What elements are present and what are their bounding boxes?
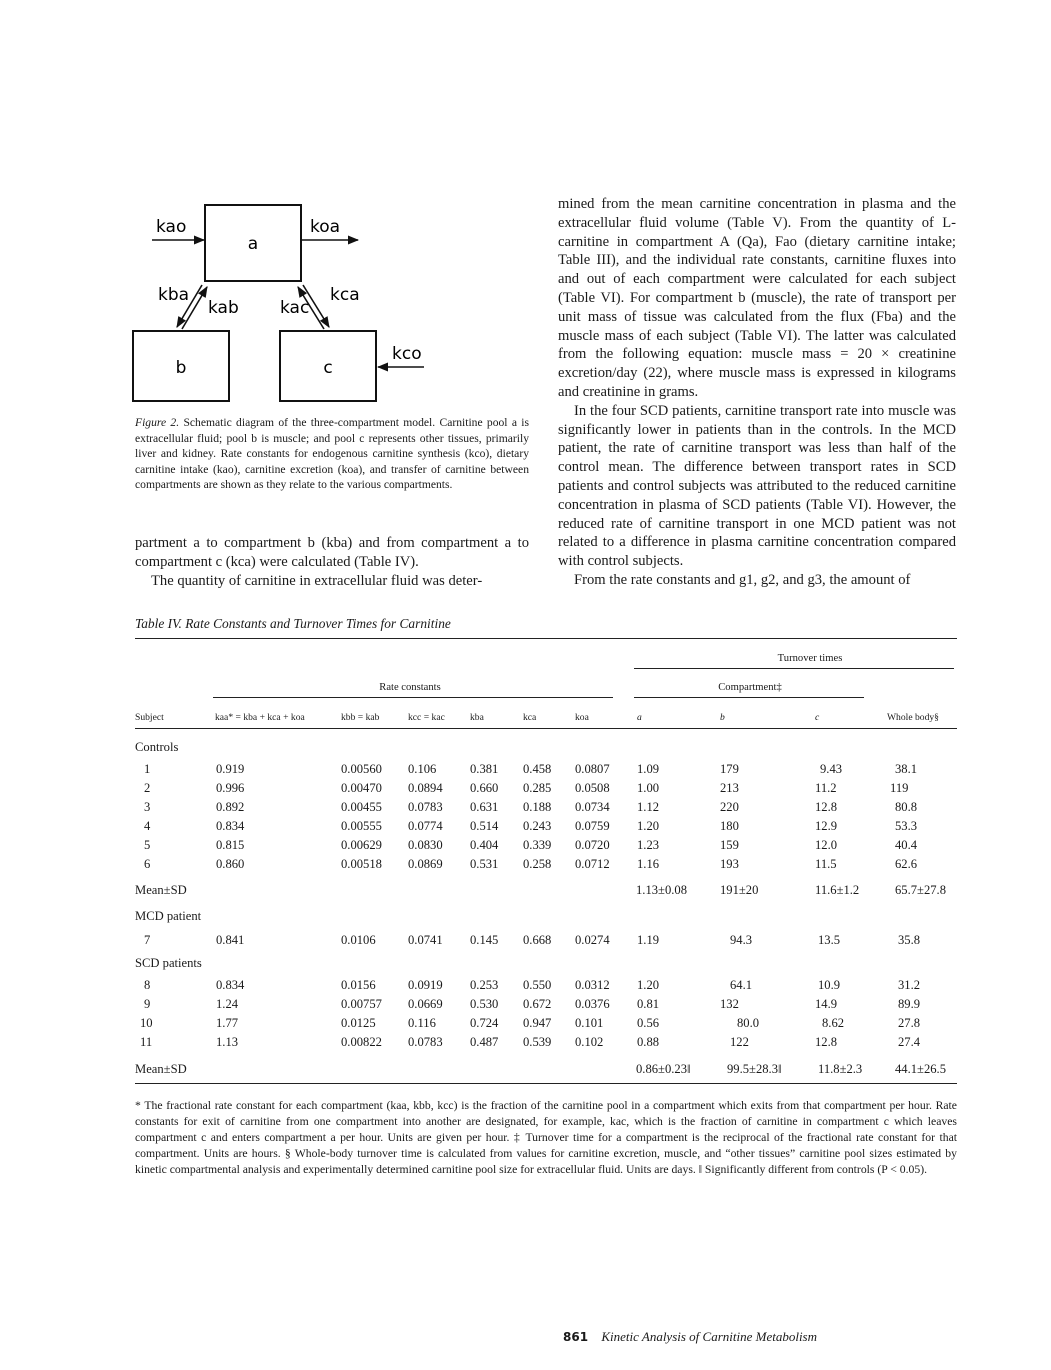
- cell-turnover-c: 8.62: [822, 1016, 845, 1030]
- cell-whole-body: 27.4: [898, 1035, 921, 1049]
- cell-kca: 0.258: [523, 857, 552, 871]
- cell-kca: 0.539: [523, 1035, 552, 1049]
- cell-subject: 2: [144, 781, 151, 795]
- cell-kcc: 0.0919: [408, 978, 443, 992]
- cell-kcc: 0.0783: [408, 1035, 443, 1049]
- cell-kaa: 0.841: [216, 933, 245, 947]
- cell-kcc: 0.0869: [408, 857, 443, 871]
- header-turnover-times: Turnover times: [777, 653, 843, 664]
- left-paragraph-1: partment a to compartment b (kba) and from compartment a to compartment c (kca) were calculated (Table IV).: [135, 535, 529, 570]
- cell-whole-body: 80.8: [895, 800, 918, 814]
- cell-turnover-a: 1.19: [637, 933, 660, 947]
- cell-koa: 0.101: [575, 1016, 604, 1030]
- page-number: 861: [563, 1330, 589, 1344]
- cell-whole-body: 40.4: [895, 838, 918, 852]
- box-a-label: a: [247, 234, 259, 254]
- cell-turnover-b: 159: [720, 838, 739, 852]
- label-kao: kao: [156, 217, 187, 237]
- cell-koa: 0.0807: [575, 762, 610, 776]
- cell-kaa: 0.860: [216, 857, 245, 871]
- col-header-kaa: kaa* = kba + kca + koa: [215, 712, 305, 723]
- cell-kbb: 0.0156: [341, 978, 376, 992]
- cell-kcc: 0.116: [408, 1016, 436, 1030]
- col-header-kba: kba: [470, 712, 484, 723]
- cell-turnover-c: 12.9: [815, 819, 838, 833]
- cell-koa: 0.0376: [575, 997, 610, 1011]
- cell-subject: 1: [144, 762, 151, 776]
- label-kba: kba: [158, 285, 190, 305]
- cell-mean-label: Mean±SD: [135, 883, 187, 897]
- cell-kba: 0.487: [470, 1035, 499, 1049]
- cell-kaa: 0.815: [216, 838, 245, 852]
- cell-subject: 10: [140, 1016, 153, 1030]
- cell-subject: 4: [144, 819, 151, 833]
- cell-turnover-b: 179: [720, 762, 739, 776]
- cell-kca: 0.188: [523, 800, 552, 814]
- right-paragraph-2: In the four SCD patients, carnitine transport rate into muscle was significantly lower in patients than in the controls. In the MCD patient, the rate of carnitine transport was less than half of the control mean. The difference between transport rates in SCD patients and control subjects was attributed to the reduced carnitine concentration in plasma of SCD patients (Table VI). However, the reduced rate of carnitine transport in one MCD patient was not related to a difference in plasma carnitine concentration compared with control subjects.: [558, 402, 956, 570]
- cell-turnover-b: 64.1: [730, 978, 753, 992]
- cell-mean-whole-body: 44.1±26.5: [895, 1062, 946, 1076]
- cell-koa: 0.0759: [575, 819, 610, 833]
- cell-turnover-c: 12.0: [815, 838, 838, 852]
- cell-kaa: 1.24: [216, 997, 239, 1011]
- cell-kba: 0.381: [470, 762, 499, 776]
- cell-kcc: 0.0830: [408, 838, 443, 852]
- cell-kba: 0.724: [470, 1016, 499, 1030]
- cell-turnover-a: 1.12: [637, 800, 660, 814]
- cell-kca: 0.668: [523, 933, 552, 947]
- header-compartment: Compartment‡: [718, 682, 782, 693]
- cell-whole-body: 38.1: [895, 762, 918, 776]
- cell-turnover-c: 9.43: [820, 762, 843, 776]
- cell-whole-body: 35.8: [898, 933, 921, 947]
- cell-kbb: 0.00518: [341, 857, 382, 871]
- table-footnote: * The fractional rate constant for each compartment (kaa, kbb, kcc) is the fraction of the carnitine pool in a compartment which exits from that compartment per hour. Rate constants for exit of carnitine from one compartment into another are designated, for example, kac, which is the fraction of carnitine in compartment c which leaves compartment c and enters compartment a per hour. Units are given per hour. ‡ Turnover time for a compartment is the reciprocal of the fractional rate constant for that compartment. Units are hours. § Whole-body turnover time is calculated from values for carnitine excretion, muscle, and “other tissues” carnitine pool sizes estimated by kinetic compartmental analysis and experimentally determined carnitine pool size for extracellular fluid. Units are days. ‖ Significantly different from controls (P < 0.05).: [135, 1099, 957, 1176]
- cell-mean-c: 11.6±1.2: [815, 883, 860, 897]
- cell-kcc: 0.106: [408, 762, 437, 776]
- cell-kca: 0.243: [523, 819, 552, 833]
- cell-kba: 0.660: [470, 781, 499, 795]
- box-b-label: b: [175, 358, 187, 378]
- col-header-kca: kca: [523, 712, 537, 723]
- figure-caption-label: Figure 2.: [135, 416, 180, 429]
- cell-turnover-a: 0.81: [637, 997, 660, 1011]
- cell-kca: 0.550: [523, 978, 552, 992]
- cell-kca: 0.285: [523, 781, 552, 795]
- figure-caption-text: Schematic diagram of the three-compartment model. Carnitine pool a is extracellular fluid; pool b is muscle; and pool c represents other tissues, primarily liver and kidney. Rate constants for endogenous carnitine synthesis (kco), dietary carnitine intake (kao), carnitine excretion (koa), and transfer of carnitine between compartments are shown as they relate to the various compartments.: [135, 416, 530, 492]
- cell-mean-c: 11.8±2.3: [818, 1062, 863, 1076]
- cell-turnover-c: 11.5: [815, 857, 837, 871]
- cell-kaa: 0.834: [216, 819, 245, 833]
- header-bottom-rule: [135, 728, 957, 729]
- cell-whole-body: 119: [890, 781, 909, 795]
- cell-kca: 0.672: [523, 997, 552, 1011]
- table-top-rule: [135, 638, 957, 639]
- cell-turnover-a: 1.23: [637, 838, 660, 852]
- running-title: Kinetic Analysis of Carnitine Metabolism: [601, 1329, 818, 1344]
- cell-kaa: 0.834: [216, 978, 245, 992]
- cell-turnover-b: 220: [720, 800, 739, 814]
- cell-kaa: 0.919: [216, 762, 245, 776]
- cell-kba: 0.531: [470, 857, 499, 871]
- cell-kcc: 0.0669: [408, 997, 443, 1011]
- section-label-scd: SCD patients: [135, 956, 202, 970]
- cell-turnover-c: 12.8: [815, 800, 838, 814]
- cell-koa: 0.0312: [575, 978, 610, 992]
- cell-whole-body: 31.2: [898, 978, 921, 992]
- cell-koa: 0.0274: [575, 933, 610, 947]
- col-header-a: a: [637, 712, 642, 723]
- cell-whole-body: 89.9: [898, 997, 921, 1011]
- right-paragraph-1: mined from the mean carnitine concentration in plasma and the extracellular fluid volume (Table V). From the quantity of L-carnitine in compartment A (Qa), Fao (dietary carnitine intake; Table III), and the individual rate constants, carnitine fluxes into and out of each compartment were calculated for each subject (Table VI). For compartment b (muscle), the rate of transport per unit mass of tissue was calculated from the flux (Fba) and the muscle mass of each subject (Table VI). The latter was calculated from the following equation: muscle mass = 20 × creatinine excretion/day (22), where muscle mass is expressed in kilograms and creatinine in grams.: [558, 196, 956, 400]
- cell-turnover-a: 1.09: [637, 762, 660, 776]
- right-paragraph-3: From the rate constants and g1, g2, and g3, the amount of: [574, 571, 911, 588]
- cell-kba: 0.530: [470, 997, 499, 1011]
- cell-turnover-b: 80.0: [737, 1016, 760, 1030]
- turnover-rule: [634, 668, 954, 669]
- cell-kca: 0.947: [523, 1016, 552, 1030]
- cell-kba: 0.145: [470, 933, 499, 947]
- cell-kbb: 0.00757: [341, 997, 382, 1011]
- cell-mean-a: 0.86±0.23‖: [636, 1062, 691, 1076]
- cell-koa: 0.0720: [575, 838, 610, 852]
- cell-koa: 0.0508: [575, 781, 610, 795]
- cell-kbb: 0.0106: [341, 933, 376, 947]
- cell-kcc: 0.0741: [408, 933, 443, 947]
- cell-mean-label: Mean±SD: [135, 1062, 187, 1076]
- cell-kbb: 0.00555: [341, 819, 382, 833]
- cell-kbb: 0.00560: [341, 762, 382, 776]
- cell-whole-body: 53.3: [895, 819, 918, 833]
- cell-subject: 7: [144, 933, 151, 947]
- compartment-diagram-svg: [130, 195, 430, 410]
- cell-kba: 0.253: [470, 978, 499, 992]
- cell-kaa: 1.77: [216, 1016, 239, 1030]
- cell-turnover-b: 213: [720, 781, 739, 795]
- cell-turnover-a: 1.20: [637, 819, 660, 833]
- cell-kaa: 0.996: [216, 781, 245, 795]
- cell-turnover-a: 0.56: [637, 1016, 660, 1030]
- cell-turnover-b: 180: [720, 819, 739, 833]
- cell-kaa: 1.13: [216, 1035, 239, 1049]
- col-header-kbb: kbb = kab: [341, 712, 380, 723]
- section-label-mcd: MCD patient: [135, 909, 202, 923]
- cell-turnover-a: 1.20: [637, 978, 660, 992]
- table-bottom-rule: [135, 1083, 957, 1084]
- col-header-b: b: [720, 712, 725, 723]
- label-kac: kac: [280, 298, 310, 318]
- cell-kbb: 0.00629: [341, 838, 382, 852]
- cell-kba: 0.404: [470, 838, 499, 852]
- cell-turnover-c: 11.2: [815, 781, 837, 795]
- cell-turnover-a: 1.16: [637, 857, 660, 871]
- cell-mean-b: 99.5±28.3‖: [727, 1062, 782, 1076]
- col-header-kcc: kcc = kac: [408, 712, 445, 723]
- cell-subject: 11: [140, 1035, 153, 1049]
- cell-kbb: 0.0125: [341, 1016, 376, 1030]
- cell-turnover-b: 122: [730, 1035, 749, 1049]
- col-header-koa: koa: [575, 712, 589, 723]
- cell-mean-a: 1.13±0.08: [636, 883, 687, 897]
- cell-kcc: 0.0774: [408, 819, 443, 833]
- compartment-rule: [634, 697, 864, 698]
- cell-kbb: 0.00822: [341, 1035, 382, 1049]
- cell-koa: 0.0734: [575, 800, 610, 814]
- page-footer: [563, 1329, 817, 1345]
- label-koa: koa: [310, 217, 341, 237]
- label-kca: kca: [330, 285, 360, 305]
- figure-caption: [135, 415, 529, 493]
- cell-whole-body: 62.6: [895, 857, 918, 871]
- cell-subject: 5: [144, 838, 151, 852]
- table-title: Table IV. Rate Constants and Turnover Times for Carnitine: [135, 616, 451, 631]
- cell-turnover-a: 0.88: [637, 1035, 660, 1049]
- cell-turnover-c: 14.9: [815, 997, 838, 1011]
- cell-turnover-b: 193: [720, 857, 739, 871]
- col-header-subject: Subject: [135, 712, 164, 723]
- rate-rule: [213, 697, 613, 698]
- section-label-controls: Controls: [135, 740, 179, 754]
- cell-kbb: 0.00455: [341, 800, 382, 814]
- cell-turnover-c: 13.5: [818, 933, 841, 947]
- cell-kcc: 0.0783: [408, 800, 443, 814]
- cell-turnover-b: 94.3: [730, 933, 753, 947]
- right-column-text: [558, 195, 956, 590]
- cell-mean-whole-body: 65.7±27.8: [895, 883, 946, 897]
- box-c-label: c: [323, 358, 333, 378]
- cell-subject: 6: [144, 857, 151, 871]
- label-kco: kco: [392, 344, 422, 364]
- header-rate-constants: Rate constants: [379, 682, 441, 693]
- cell-turnover-c: 10.9: [818, 978, 841, 992]
- col-header-whole-body: Whole body§: [887, 712, 939, 723]
- cell-subject: 9: [144, 997, 151, 1011]
- cell-kbb: 0.00470: [341, 781, 382, 795]
- cell-whole-body: 27.8: [898, 1016, 921, 1030]
- cell-subject: 3: [144, 800, 151, 814]
- cell-subject: 8: [144, 978, 151, 992]
- left-column-text: [135, 534, 529, 590]
- left-paragraph-2: The quantity of carnitine in extracellular fluid was deter-: [151, 572, 483, 589]
- cell-kca: 0.458: [523, 762, 552, 776]
- cell-turnover-c: 12.8: [815, 1035, 838, 1049]
- cell-turnover-a: 1.00: [637, 781, 660, 795]
- cell-mean-b: 191±20: [720, 883, 759, 897]
- cell-koa: 0.0712: [575, 857, 610, 871]
- cell-kca: 0.339: [523, 838, 552, 852]
- cell-kcc: 0.0894: [408, 781, 443, 795]
- compartment-diagram: [130, 195, 430, 410]
- col-header-c: c: [815, 712, 820, 723]
- cell-koa: 0.102: [575, 1035, 604, 1049]
- cell-turnover-b: 132: [720, 997, 739, 1011]
- cell-kaa: 0.892: [216, 800, 245, 814]
- cell-kba: 0.514: [470, 819, 499, 833]
- cell-kba: 0.631: [470, 800, 499, 814]
- label-kab: kab: [208, 298, 239, 318]
